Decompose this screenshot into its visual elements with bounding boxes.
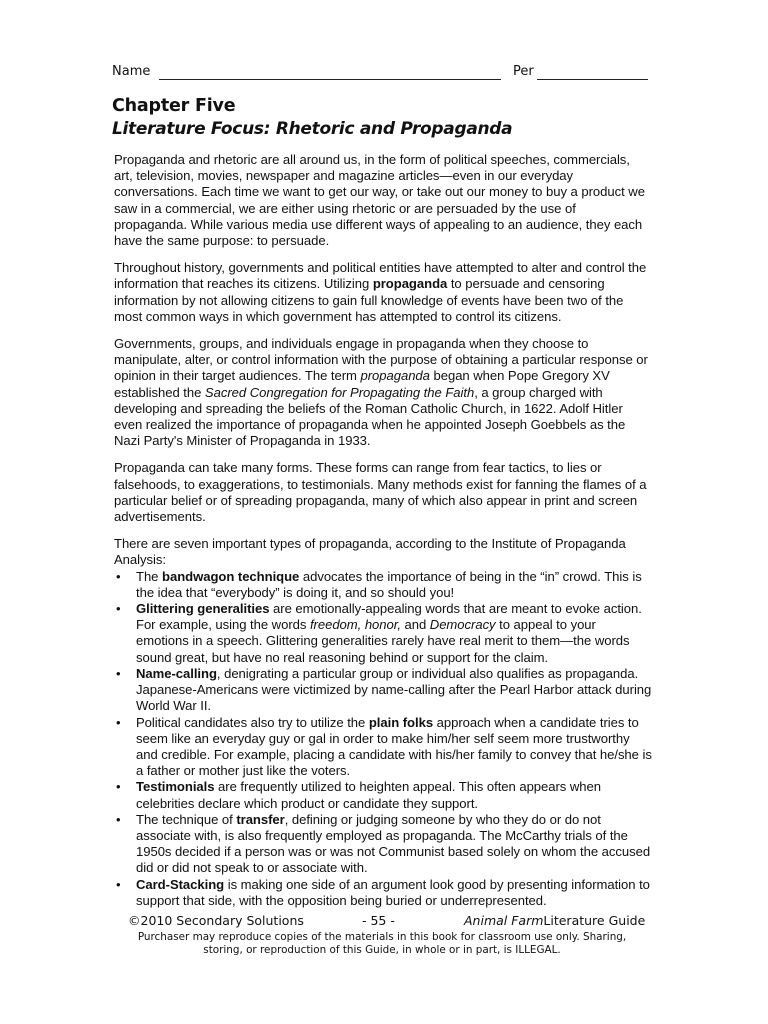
- footer-guide-title: Animal Farm Literature Guide: [464, 913, 646, 928]
- article-body: [114, 152, 652, 909]
- name-blank-line: [159, 79, 501, 80]
- list-item-testimonials: • Testimonials are frequently utilized to heighten appeal. This often appears when celebrities declare which product or candidate they support.: [114, 779, 652, 811]
- period-blank-line: [537, 79, 648, 80]
- propaganda-types-list: [114, 569, 652, 909]
- list-item-transfer: • The technique of transfer, defining or judging someone by who they do or do not associate with, is also frequently employed as propaganda. The McCarthy trials of the 1950s decided if a person was or was not Communist based solely on whom the accused did or did not speak to or associate with.: [114, 812, 652, 877]
- list-item-plain-folks: • Political candidates also try to utilize the plain folks approach when a candidate tries to seem like an everyday guy or gal in order to make him/her self seem more trustworthy and credible. For example, placing a candidate with his/her family to convey that he/she is a father or mother just like the voters.: [114, 715, 652, 780]
- footer-page-number: - 55 -: [362, 913, 395, 928]
- name-period-row: [112, 62, 652, 84]
- paragraph-forms: Propaganda can take many forms. These forms can range from fear tactics, to lies or falsehoods, to exaggerations, to testimonials. Many methods exist for fanning the flames of a particular belief or of spreading propaganda, many of which also appear in print and screen advertisements.: [114, 460, 647, 525]
- name-label: Name: [112, 64, 151, 79]
- copyright-notice: Purchaser may reproduce copies of the materials in this book for classroom use only. Sharing, storing, or reproduction of this Guide, in whole or in part, is ILLEGAL.: [137, 931, 627, 956]
- list-item-name-calling: • Name-calling, denigrating a particular group or individual also qualifies as propaganda. Japanese-Americans were victimized by name-calling after the Pearl Harbor attack during World War II.: [114, 666, 652, 715]
- list-item-card-stacking: • Card-Stacking is making one side of an argument look good by presenting information to support that side, with the opposition being buried or underrepresented.: [114, 877, 652, 909]
- page-footer: [112, 913, 652, 929]
- chapter-subtitle: Literature Focus: Rhetoric and Propaganda: [112, 119, 513, 139]
- period-label: Per: [513, 64, 534, 79]
- paragraph-types-intro: There are seven important types of propaganda, according to the Institute of Propaganda Analysis:: [114, 536, 626, 568]
- paragraph-origin: Governments, groups, and individuals engage in propaganda when they choose to manipulate, alter, or control information with the purpose of obtaining a particular response or opinion in their target audiences. The term propaganda began when Pope Gregory XV established the Sacred Congregation for Propagating the Faith, a group charged with developing and spreading the beliefs of the Roman Catholic Church, in 1622. Adolf Hitler even realized the importance of propaganda when he appointed Joseph Goebbels as the Nazi Party's Minister of Propaganda in 1933.: [114, 336, 648, 449]
- list-item-bandwagon: • The bandwagon technique advocates the importance of being in the “in” crowd. This is the idea that “everybody” is doing it, and so should you!: [114, 569, 652, 601]
- footer-copyright: ©2010 Secondary Solutions: [128, 913, 304, 928]
- list-item-glittering-generalities: • Glittering generalities are emotionally-appealing words that are meant to evoke action. For example, using the words freedom, honor, and Democracy to appeal to your emotions in a speech. Glittering generalities rarely have real merit to them—the words sound great, but have no real reasoning behind or support for the claim.: [114, 601, 652, 666]
- chapter-title: Chapter Five: [112, 96, 236, 116]
- paragraph-history: Throughout history, governments and political entities have attempted to alter and control the information that reaches its citizens. Utilizing propaganda to persuade and censoring information by not allowing citizens to gain full knowledge of events have been two of the most common ways in which government has attempted to control its citizens.: [114, 260, 647, 324]
- paragraph-intro: Propaganda and rhetoric are all around us, in the form of political speeches, commercials, art, television, movies, newspaper and magazine articles—even in our everyday conversations. Each time we want to get our way, or take out our money to buy a product we saw in a commercial, we are either using rhetoric or are persuaded by the use of propaganda. While various media use different ways of appealing to an audience, they each have the same purpose: to persuade.: [114, 152, 645, 249]
